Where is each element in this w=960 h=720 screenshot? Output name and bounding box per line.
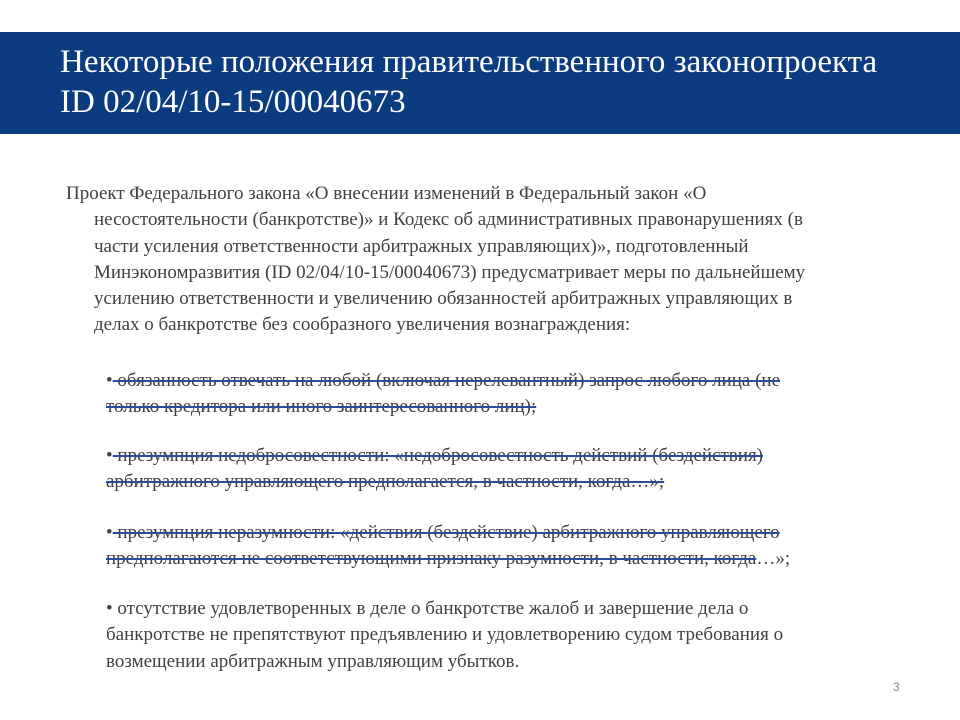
bullet-item <box>106 443 896 496</box>
bullet-marker: • <box>106 445 113 466</box>
intro-line: Проект Федерального закона «О внесении изменений в Федеральный закон «О <box>66 183 707 204</box>
bullet-line: арбитражного управляющего предполагается, в частности, когда…»; <box>106 471 665 493</box>
title-bar <box>0 32 960 134</box>
bullet-item <box>106 596 896 675</box>
bullet-marker: • <box>106 370 113 391</box>
page-number: 3 <box>893 680 900 694</box>
bullet-marker: • <box>106 598 113 619</box>
intro-line: усилению ответственности и увеличению обязанностей арбитражных управляющих в <box>94 288 793 310</box>
bullet-line <box>106 596 896 622</box>
intro-line: части усиления ответственности арбитражных управляющих)», подготовленный <box>94 235 749 257</box>
bullet-line <box>106 520 896 546</box>
bullet-text: отсутствие удовлетворенных в деле о банкротстве жалоб и завершение дела о <box>112 598 749 619</box>
bullet-line <box>106 546 896 572</box>
slide-title-line-2: ID 02/04/10-15/00040673 <box>60 84 406 120</box>
bullet-line <box>106 368 896 394</box>
intro-paragraph <box>66 181 896 339</box>
bullet-item <box>106 368 896 421</box>
bullet-marker: • <box>106 522 113 543</box>
intro-line: делах о банкротстве без сообразного увеличения вознаграждения: <box>94 314 631 336</box>
intro-line: несостоятельности (банкротстве)» и Кодекс об административных правонарушениях (в <box>94 209 803 231</box>
slide-title <box>60 42 940 122</box>
bullet-line: только кредитора или иного заинтересованного лиц); <box>106 396 537 418</box>
intro-line: Минэкономразвития (ID 02/04/10-15/00040673) предусматривает меры по дальнейшему <box>94 261 806 283</box>
bullet-text: презумпция недобросовестности: «недобросовестность действий (бездействия) <box>112 445 764 466</box>
bullet-item <box>106 520 896 573</box>
bullet-text: предполагаются не соответствующими признаку разумности, в частности, когда <box>106 548 757 570</box>
bullet-line: возмещении арбитражным управляющим убытков. <box>106 650 520 672</box>
bullet-line: банкротстве не препятствуют предъявлению и удовлетворению судом требования о <box>106 624 784 646</box>
bullet-text-tail: …»; <box>756 548 791 570</box>
slide-title-line-1: Некоторые положения правительственного законопроекта <box>60 44 878 80</box>
bullet-line <box>106 443 896 469</box>
bullet-text: обязанность отвечать на любой (включая нерелевантный) запрос любого лица (не <box>112 370 781 391</box>
bullet-text: презумпция неразумности: «действия (бездействие) арбитражного управляющего <box>112 522 780 543</box>
